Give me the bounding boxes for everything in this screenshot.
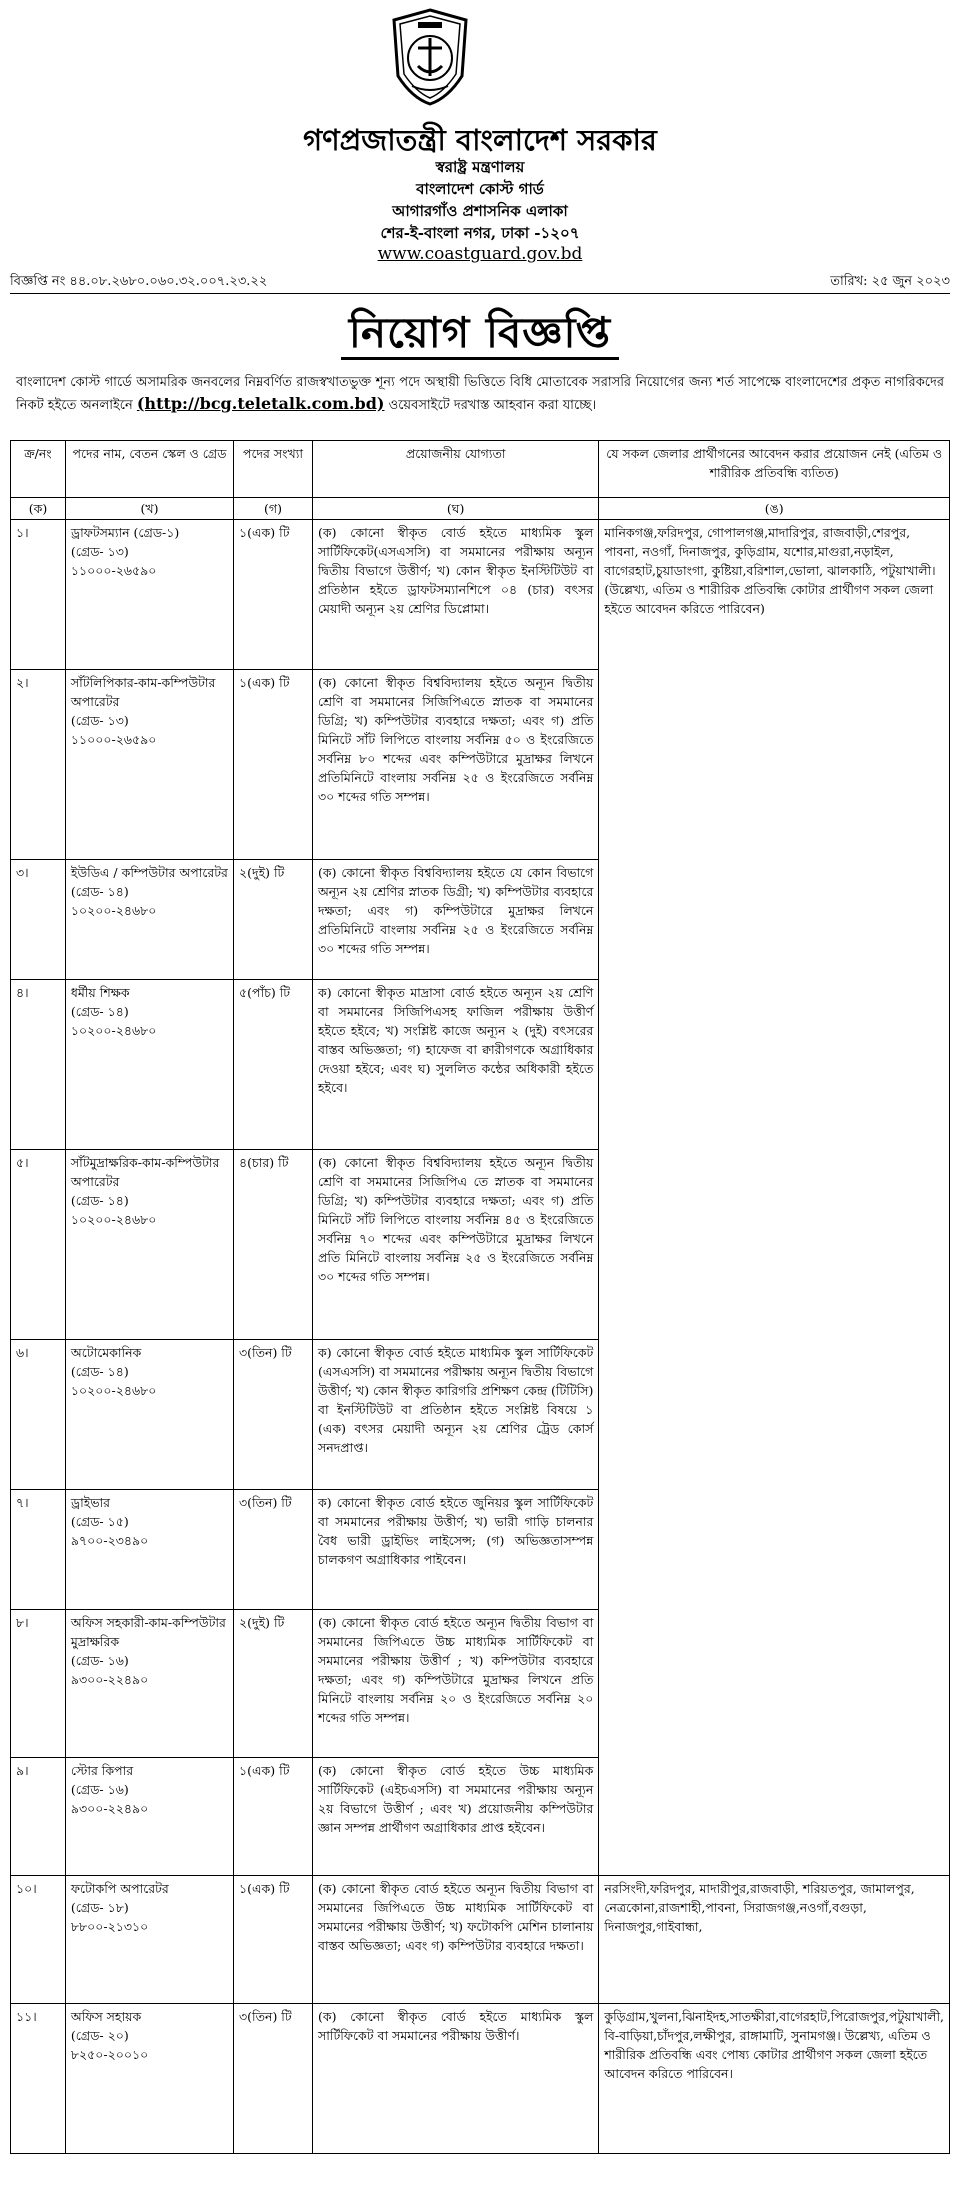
intro-paragraph: বাংলাদেশ কোস্ট গার্ডে অসামরিক জনবলের নিম্নবর্ণিত রাজস্বখাতভুক্ত শূন্য পদে অস্থায়ী ভিত্তিতে বিধি মোতাবেক সরাসরি নিয়োগের জন্য শর্ত সাপেক্ষে বাংলাদেশের প্রকৃত নাগরিকদের নিকট হইতে অনলাইনে (http://bcg.teletalk.com.bd) ওয়েবসাইটে দরখাস্ত আহবান করা যাচ্ছে। [16, 375, 944, 413]
reference-number: বিজ্ঞপ্তি নং ৪৪.০৮.২৬৮০.০৬০.৩২.০০৭.২৩.২২ [10, 274, 268, 289]
department-name: বাংলাদেশ কোস্ট গার্ড [416, 180, 544, 198]
government-title: গণপ্রজাতন্ত্রী বাংলাদেশ সরকার [303, 123, 657, 157]
table-row: ৫। সাঁটমুদ্রাক্ষরিক-কাম-কম্পিউটার অপারেটর (গ্রেড- ১৪) ১০২০০-২৪৬৮০ ৪(চার) টি (ক) কোনো স্বীকৃত বিশ্ববিদ্যালয় হইতে অন্যূন দ্বিতীয় শ্রেণি বা সমমানের সিজিপিএ তে স্নাতক বা সমমানের ডিগ্রি; খ) কম্পিউটার ব্যবহারে দক্ষতা; এবং গ) প্রতি মিনিটে সাঁট লিপিতে বাংলায় সর্বনিম্ন ৪৫ ও ইংরেজিতে সর্বনিম্ন ৭০ শব্দের এবং কম্পিউটারে মুদ্রাক্ষর লিখনে প্রতি মিনিটে বাংলায় সর্বনিম্ন ২৫ ও ইংরেজিতে সর্বনিম্ন ৩০ শব্দের গতি সম্পন্ন। [11, 1150, 950, 1340]
districts-cell-a: মানিকগঞ্জ,ফরিদপুর, গোপালগঞ্জ,মাদারিপুর, রাজবাড়ী,শেরপুর, পাবনা, নওগাঁ, দিনাজপুর, কুড়িগ্রাম, যশোর,মাগুরা,নড়াইল, বাগেরহাট,চুয়াডাংগা, কুষ্টিয়া,বরিশাল,ভোলা, ঝালকাঠি, পটুয়াখালী। (উল্লেখ্য, এতিম ও শারীরিক প্রতিবন্ধি কোটার প্রার্থীগণ সকল জেলা হইতে আবেদন করিতে পারিবেন) [599, 520, 950, 1876]
header-count: পদের সংখ্যা [234, 441, 313, 498]
website-link[interactable]: www.coastguard.gov.bd [377, 244, 583, 264]
table-header-row [11, 441, 950, 498]
table-row: ১। ড্রাফটসম্যান (গ্রেড-১) (গ্রেড- ১৩) ১১০০০-২৬৫৯০ ১(এক) টি (ক) কোনো স্বীকৃত বোর্ড হইতে মাধ্যমিক স্কুল সার্টিফিকেট(এসএসসি) বা সমমানের পরীক্ষায় অন্যূন দ্বিতীয় বিভাগে উত্তীর্ণ; খ) কোন স্বীকৃত ইনস্টিটিউট বা প্রতিষ্ঠান হইতে ড্রাফটসম্যানশিপে ০৪ (চার) বৎসর মেয়াদী অন্যূন ২য় শ্রেণির ডিপ্লোমা। মানিকগঞ্জ,ফরিদপুর, গোপালগঞ্জ,মাদারিপুর, রাজবাড়ী,শেরপুর, পাবনা, নওগাঁ, দিনাজপুর, কুড়িগ্রাম, যশোর,মাগুরা,নড়াইল, বাগেরহাট,চুয়াডাংগা, কুষ্টিয়া,বরিশাল,ভোলা, ঝালকাঠি, পটুয়াখালী। (উল্লেখ্য, এতিম ও শারীরিক প্রতিবন্ধি কোটার প্রার্থীগণ সকল জেলা হইতে আবেদন করিতে পারিবেন) [11, 520, 950, 670]
notice-date: তারিখ: ২৫ জুন ২০২৩ [830, 274, 950, 289]
table-row: ২। সাঁটলিপিকার-কাম-কম্পিউটার অপারেটর (গ্রেড- ১৩) ১১০০০-২৬৫৯০ ১(এক) টি (ক) কোনো স্বীকৃত বিশ্ববিদ্যালয় হইতে অন্যূন দ্বিতীয় শ্রেণি বা সমমানের সিজিপিএতে স্নাতক বা সমমানের ডিগ্রি; খ) কম্পিউটার ব্যবহারে দক্ষতা; এবং গ) প্রতি মিনিটে সাঁট লিপিতে বাংলায় সর্বনিম্ন ৫০ ও ইংরেজিতে সর্বনিম্ন ৮০ শব্দের এবং কম্পিউটারে মুদ্রাক্ষর লিখনে প্রতিমিনিটে বাংলায় সর্বনিম্ন ২৫ ও ইংরেজিতে সর্বনিম্ন ৩০ শব্দের গতি সম্পন্ন। [11, 670, 950, 860]
table-row: ৯। স্টোর কিপার (গ্রেড- ১৬) ৯৩০০-২২৪৯০ ১(এক) টি (ক) কোনো স্বীকৃত বোর্ড হইতে উচ্চ মাধ্যমিক সার্টিফিকেট (এইচএসসি) বা সমমানের পরীক্ষায় অন্যূন ২য় বিভাগে উত্তীর্ণ ; এবং খ) প্রয়োজনীয় কম্পিউটার জ্ঞান সম্পন্ন প্রার্থীগণ অগ্রাধিকার প্রাপ্ত হইবেন। [11, 1758, 950, 1876]
notice-title: নিয়োগ বিজ্ঞপ্তি [0, 300, 960, 371]
table-row: ৪। ধর্মীয় শিক্ষক (গ্রেড- ১৪) ১০২০০-২৪৬৮০ ৫(পাঁচ) টি ক) কোনো স্বীকৃত মাদ্রাসা বোর্ড হইতে অন্যূন ২য় শ্রেণি বা সমমানের সিজিপিএসহ ফাজিল পরীক্ষায় উত্তীর্ণ হইতে হইবে; খ) সংশ্লিষ্ট কাজে অন্যূন ২ (দুই) বৎসরের বাস্তব অভিজ্ঞতা; গ) হাফেজ বা ক্বারীগণকে অগ্রাধিকার দেওয়া হইবে; এবং ঘ) সুললিত কন্ঠের অধিকারী হইতে হইবে। [11, 980, 950, 1150]
jobs-table [10, 440, 950, 2154]
table-row: ১১। অফিস সহায়ক (গ্রেড- ২০) ৮২৫০-২০০১০ ৩(তিন) টি (ক) কোনো স্বীকৃত বোর্ড হইতে মাধ্যমিক স্কুল সার্টিফিকেট বা সমমানের পরীক্ষায় উত্তীর্ণ। কুড়িগ্রাম,খুলনা,ঝিনাইদহ,সাতক্ষীরা,বাগেরহাট,পিরোজপুর,পটুয়াখালী, বি-বাড়িয়া,চাঁদপুর,লক্ষীপুর, রাঙ্গামাটি, সুনামগঞ্জ। উল্লেখ্য, এতিম ও শারীরিক প্রতিবন্ধি এবং পোষ্য কোটার প্রার্থীগণ সকল জেলা হইতে আবেদন করিতে পারিবেন। [11, 2004, 950, 2154]
ministry-name: স্বরাষ্ট্র মন্ত্রণালয় [435, 158, 525, 176]
table-row: ১০। ফটোকপি অপারেটর (গ্রেড- ১৮) ৮৮০০-২১৩১০ ১(এক) টি (ক) কোনো স্বীকৃত বোর্ড হইতে অন্যূন দ্বিতীয় বিভাগ বা সমমানের জিপিএতে উচ্চ মাধ্যমিক সার্টিফিকেট বা সমমানের পরীক্ষায় উত্তীর্ণ; খ) ফটোকপি মেশিন চালানায় বাস্তব অভিজ্ঞতা; এবং গ) কম্পিউটার ব্যবহারে দক্ষতা। নরসিংদী,ফরিদপুর, মাদারীপুর,রাজবাড়ী, শরিয়তপুর, জামালপুর, নেত্রকোনা,রাজশাহী,পাবনা, সিরাজগঞ্জ,নওগাঁ,বগুড়া, দিনাজপুর,গাইবান্ধা, [11, 1876, 950, 2004]
header-serial: ক্র/নং [11, 441, 66, 498]
districts-cell-b: নরসিংদী,ফরিদপুর, মাদারীপুর,রাজবাড়ী, শরিয়তপুর, জামালপুর, নেত্রকোনা,রাজশাহী,পাবনা, সিরাজগঞ্জ,নওগাঁ,বগুড়া, দিনাজপুর,গাইবান্ধা, [599, 1876, 950, 2004]
divider [10, 293, 950, 294]
address: শের-ই-বাংলা নগর, ঢাকা -১২০৭ [380, 224, 580, 242]
table-row: ৬। অটোমেকানিক (গ্রেড- ১৪) ১০২০০-২৪৬৮০ ৩(তিন) টি ক) কোনো স্বীকৃত বোর্ড হইতে মাধ্যমিক স্কুল সার্টিফিকেট (এসএসসি) বা সমমানের পরীক্ষায় অন্যূন দ্বিতীয় বিভাগে উত্তীর্ণ; খ) কোন স্বীকৃত কারিগরি প্রশিক্ষণ কেন্দ্র (টিটিসি) বা ইনস্টিটিউট বা প্রতিষ্ঠান হইতে সংশ্লিষ্ট বিষয়ে ১ (এক) বৎসর মেয়াদী অন্যূন ২য় শ্রেণির ট্রেড কোর্স সনদপ্রাপ্ত। [11, 1340, 950, 1490]
header-qualification: প্রয়োজনীয় যোগ্যতা [312, 441, 598, 498]
coast-guard-emblem-icon [388, 6, 472, 108]
header-post: পদের নাম, বেতন স্কেল ও গ্রেড [65, 441, 233, 498]
header-districts: যে সকল জেলার প্রার্থীগনের আবেদন করার প্রয়োজন নেই (এতিম ও শারীরিক প্রতিবন্ধি ব্যতিত) [599, 441, 950, 498]
table-row: ৮। অফিস সহকারী-কাম-কম্পিউটার মুদ্রাক্ষরিক (গ্রেড- ১৬) ৯৩০০-২২৪৯০ ২(দুই) টি (ক) কোনো স্বীকৃত বোর্ড হইতে অন্যূন দ্বিতীয় বিভাগ বা সমমানের জিপিএতে উচ্চ মাধ্যমিক সার্টিফিকেট বা সমমানের পরীক্ষায় উত্তীর্ণ ; খ) কম্পিউটার ব্যবহারে দক্ষতা; এবং গ) কম্পিউটারে মুদ্রাক্ষর লিখনে প্রতি মিনিটে বাংলায় সর্বনিম্ন ২০ ও ইংরেজিতে সর্বনিম্ন ২০ শব্দের গতি সম্পন্ন। [11, 1610, 950, 1758]
table-row: ৭। ড্রাইভার (গ্রেড- ১৫) ৯৭০০-২৩৪৯০ ৩(তিন) টি ক) কোনো স্বীকৃত বোর্ড হইতে জুনিয়র স্কুল সার্টিফিকেট বা সমমানের পরীক্ষায় উত্তীর্ণ; খ) ভারী গাড়ি চালনার বৈধ ভারী ড্রাইভিং লাইসেন্স; (গ) অভিজ্ঞতাসম্পন্ন চালকগণ অগ্রাধিকার পাইবেন। [11, 1490, 950, 1610]
table-letter-row: (ক) (খ) (গ) (ঘ) (ঙ) [11, 498, 950, 520]
districts-cell-c: কুড়িগ্রাম,খুলনা,ঝিনাইদহ,সাতক্ষীরা,বাগেরহাট,পিরোজপুর,পটুয়াখালী, বি-বাড়িয়া,চাঁদপুর,লক্ষীপুর, রাঙ্গামাটি, সুনামগঞ্জ। উল্লেখ্য, এতিম ও শারীরিক প্রতিবন্ধি এবং পোষ্য কোটার প্রার্থীগণ সকল জেলা হইতে আবেদন করিতে পারিবেন। [599, 2004, 950, 2154]
application-link[interactable]: (http://bcg.teletalk.com.bd) [136, 394, 385, 413]
reference-line [10, 272, 950, 293]
area-name: আগারগাঁও প্রশাসনিক এলাকা [392, 202, 568, 220]
table-row: ৩। ইউডিএ / কম্পিউটার অপারেটর (গ্রেড- ১৪) ১০২০০-২৪৬৮০ ২(দুই) টি (ক) কোনো স্বীকৃত বিশ্ববিদ্যালয় হইতে যে কোন বিভাগে অন্যূন ২য় শ্রেণির স্নাতক ডিগ্রী; খ) কম্পিউটার ব্যবহারে দক্ষতা; এবং গ) কম্পিউটারে মুদ্রাক্ষর লিখনে প্রতিমিনিটে বাংলায় সর্বনিম্ন ২৫ ও ইংরেজিতে সর্বনিম্ন ৩০ শব্দের গতি সম্পন্ন। [11, 860, 950, 980]
